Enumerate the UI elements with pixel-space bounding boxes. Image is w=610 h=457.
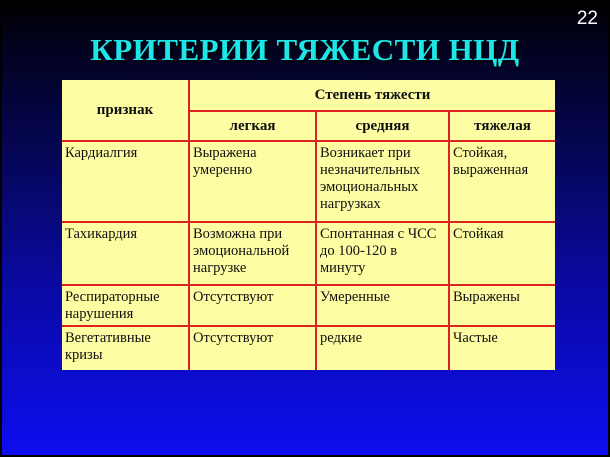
- severity-moderate-header: средняя: [316, 111, 449, 141]
- table-row: [62, 141, 555, 222]
- mild-cell: Отсутствуют: [189, 326, 316, 370]
- criteria-table: [62, 80, 555, 370]
- moderate-cell: редкие: [316, 326, 449, 370]
- table-header-row: [62, 80, 555, 111]
- severe-cell: Стойкая: [449, 222, 555, 285]
- moderate-cell: Возникает при незначительных эмоциональных нагрузках: [316, 141, 449, 222]
- moderate-cell: Умеренные: [316, 285, 449, 326]
- severe-cell: Частые: [449, 326, 555, 370]
- slide-title: КРИТЕРИИ ТЯЖЕСТИ НЦД: [90, 32, 520, 67]
- mild-cell: Отсутствуют: [189, 285, 316, 326]
- table-row: [62, 285, 555, 326]
- mild-cell: Выражена умеренно: [189, 141, 316, 222]
- slide: [1, 1, 609, 456]
- sign-cell: Респираторные нарушения: [62, 285, 189, 326]
- moderate-cell: Спонтанная с ЧСС до 100-120 в минуту: [316, 222, 449, 285]
- severity-mild-header: легкая: [189, 111, 316, 141]
- severe-cell: Выражены: [449, 285, 555, 326]
- severity-header: Степень тяжести: [189, 80, 555, 111]
- table-row: [62, 222, 555, 285]
- sign-cell: Тахикардия: [62, 222, 189, 285]
- sign-column-header: признак: [62, 80, 189, 141]
- page-number: 22: [576, 8, 598, 29]
- table-row: [62, 326, 555, 370]
- severity-severe-header: тяжелая: [449, 111, 555, 141]
- sign-cell: Кардиалгия: [62, 141, 189, 222]
- severe-cell: Стойкая, выраженная: [449, 141, 555, 222]
- mild-cell: Возможна при эмоциональной нагрузке: [189, 222, 316, 285]
- sign-cell: Вегетативные кризы: [62, 326, 189, 370]
